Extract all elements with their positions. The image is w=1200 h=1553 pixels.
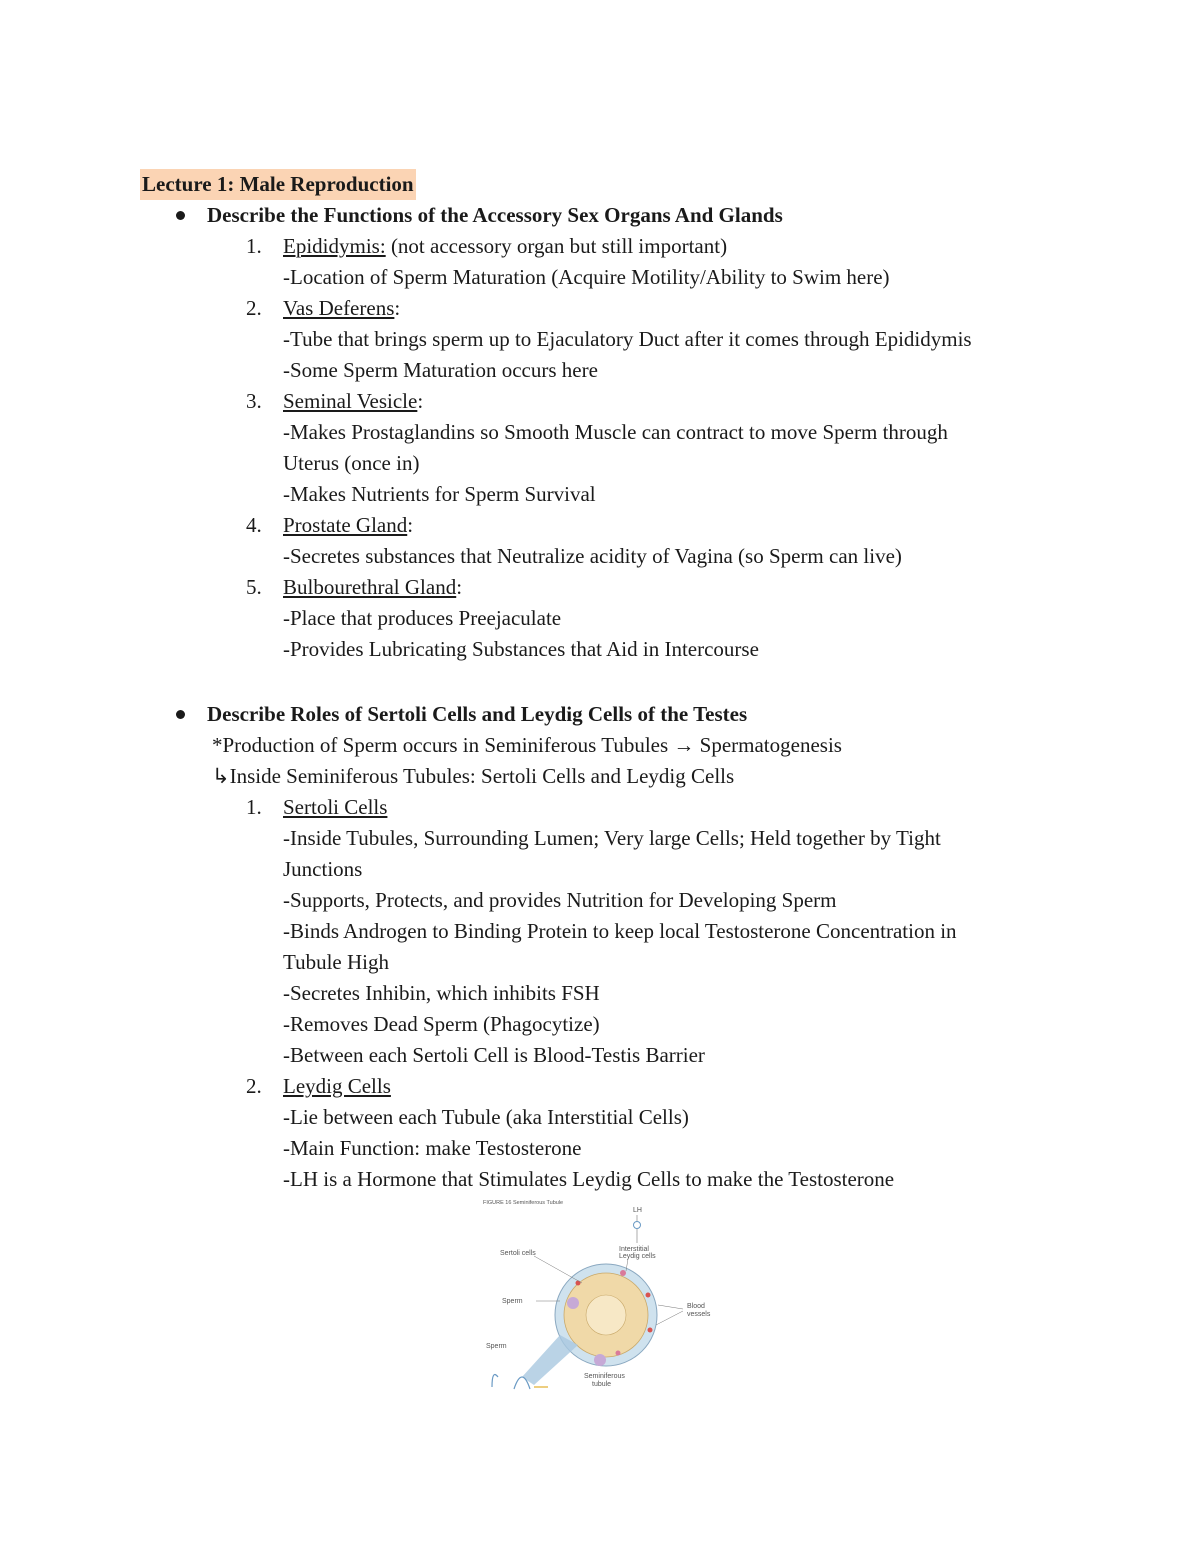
figure-label-sperm-mid: Sperm: [502, 1298, 523, 1305]
item-detail: -Makes Nutrients for Sperm Survival: [283, 482, 596, 506]
item-detail: -Binds Androgen to Binding Protein to keep local Testosterone Concentration in: [283, 919, 957, 943]
blood-cell: [646, 1293, 651, 1298]
magnification-wedge: [522, 1335, 578, 1385]
figure-label-sperm-left: Sperm: [486, 1343, 507, 1350]
item-heading-prostate-gland: [283, 510, 413, 541]
item-detail: -Removes Dead Sperm (Phagocytize): [283, 1012, 600, 1036]
lecture-title: Lecture 1: Male Reproduction: [140, 169, 416, 200]
lh-marker: [634, 1222, 641, 1229]
item-note: :: [394, 296, 401, 320]
item-detail: -Main Function: make Testosterone: [283, 1136, 582, 1160]
section2-heading: Describe Roles of Sertoli Cells and Leydig Cells of the Testes: [207, 702, 748, 726]
section2-note: *Production of Sperm occurs in Seminiferous Tubules → Spermatogenesis: [212, 733, 842, 757]
item-detail: -Location of Sperm Maturation (Acquire Motility/Ability to Swim here): [283, 265, 890, 289]
blood-cell: [648, 1328, 653, 1333]
blood-cell: [620, 1270, 626, 1276]
item-detail: -Some Sperm Maturation occurs here: [283, 358, 598, 382]
item-note: :: [456, 575, 463, 599]
item-detail: Tubule High: [283, 950, 389, 974]
item-number: 3.: [246, 389, 262, 413]
item-number: 1.: [246, 795, 262, 819]
item-detail: -Inside Tubules, Surrounding Lumen; Very large Cells; Held together by Tight: [283, 826, 941, 850]
item-detail: -Secretes Inhibin, which inhibits FSH: [283, 981, 600, 1005]
sperm-shape: [492, 1375, 498, 1387]
cell-cluster: [567, 1297, 579, 1309]
item-detail: -Tube that brings sperm up to Ejaculatory Duct after it comes through Epididymis: [283, 327, 972, 351]
item-detail: -Supports, Protects, and provides Nutrition for Developing Sperm: [283, 888, 837, 912]
item-name: Bulbourethral Gland: [283, 575, 457, 599]
blood-cell: [576, 1281, 581, 1286]
item-detail: -Place that produces Preejaculate: [283, 606, 562, 630]
item-name: Epididymis:: [283, 234, 386, 258]
figure-label-leydig: Leydig cells: [619, 1253, 656, 1260]
item-note: (not accessory organ but still important): [385, 234, 728, 258]
tubule-lumen: [586, 1295, 626, 1335]
item-number: 2.: [246, 1074, 262, 1098]
figure-caption: FIGURE 16 Seminiferous Tubule: [483, 1200, 564, 1206]
item-heading-epididymis: [283, 231, 727, 262]
item-detail: Uterus (once in): [283, 451, 420, 475]
figure-label-blood: Blood: [687, 1303, 705, 1310]
item-detail: -LH is a Hormone that Stimulates Leydig Cells to make the Testosterone: [283, 1167, 895, 1191]
item-heading-bulbourethral-gland: [283, 572, 462, 603]
section2-heading-row: [176, 699, 747, 730]
item-name: Prostate Gland: [283, 513, 408, 537]
figure-label-interstitial: Interstitial: [619, 1246, 649, 1253]
bullet-icon: [176, 211, 185, 220]
item-name: Seminal Vesicle: [283, 389, 418, 413]
figure-label-sertoli: Sertoli cells: [500, 1250, 536, 1257]
item-detail: -Provides Lubricating Substances that Aid in Intercourse: [283, 637, 759, 661]
item-number: 1.: [246, 234, 262, 258]
blood-cell: [616, 1351, 621, 1356]
item-note: :: [407, 513, 414, 537]
item-detail: -Makes Prostaglandins so Smooth Muscle can contract to move Sperm through: [283, 420, 948, 444]
bullet-icon: [176, 710, 185, 719]
seminiferous-tubule-figure: [478, 1195, 728, 1395]
item-detail: -Secretes substances that Neutralize acidity of Vagina (so Sperm can live): [283, 544, 902, 568]
item-name: Sertoli Cells: [283, 795, 388, 819]
item-heading-seminal-vesicle: [283, 386, 423, 417]
item-detail: -Lie between each Tubule (aka Interstitial Cells): [283, 1105, 689, 1129]
section2-note: ↳Inside Seminiferous Tubules: Sertoli Cells and Leydig Cells: [212, 764, 735, 788]
item-heading-leydig-cells: [283, 1071, 391, 1102]
item-name: Leydig Cells: [283, 1074, 391, 1098]
item-heading-sertoli-cells: [283, 792, 387, 823]
figure-label-seminiferous: Seminiferous: [584, 1373, 625, 1380]
figure-label-vessels: vessels: [687, 1311, 711, 1318]
item-number: 4.: [246, 513, 262, 537]
figure-label-lh: LH: [633, 1207, 642, 1214]
item-number: 5.: [246, 575, 262, 599]
figure-label-tubule: tubule: [592, 1381, 612, 1388]
section1-heading-row: [176, 200, 783, 231]
item-name: Vas Deferens: [283, 296, 395, 320]
item-note: :: [417, 389, 424, 413]
item-heading-vas-deferens: [283, 293, 400, 324]
cell-cluster: [594, 1354, 606, 1366]
section1-heading: Describe the Functions of the Accessory Sex Organs And Glands: [207, 203, 783, 227]
item-detail: Junctions: [283, 857, 363, 881]
item-detail: -Between each Sertoli Cell is Blood-Testis Barrier: [283, 1043, 705, 1067]
item-number: 2.: [246, 296, 262, 320]
